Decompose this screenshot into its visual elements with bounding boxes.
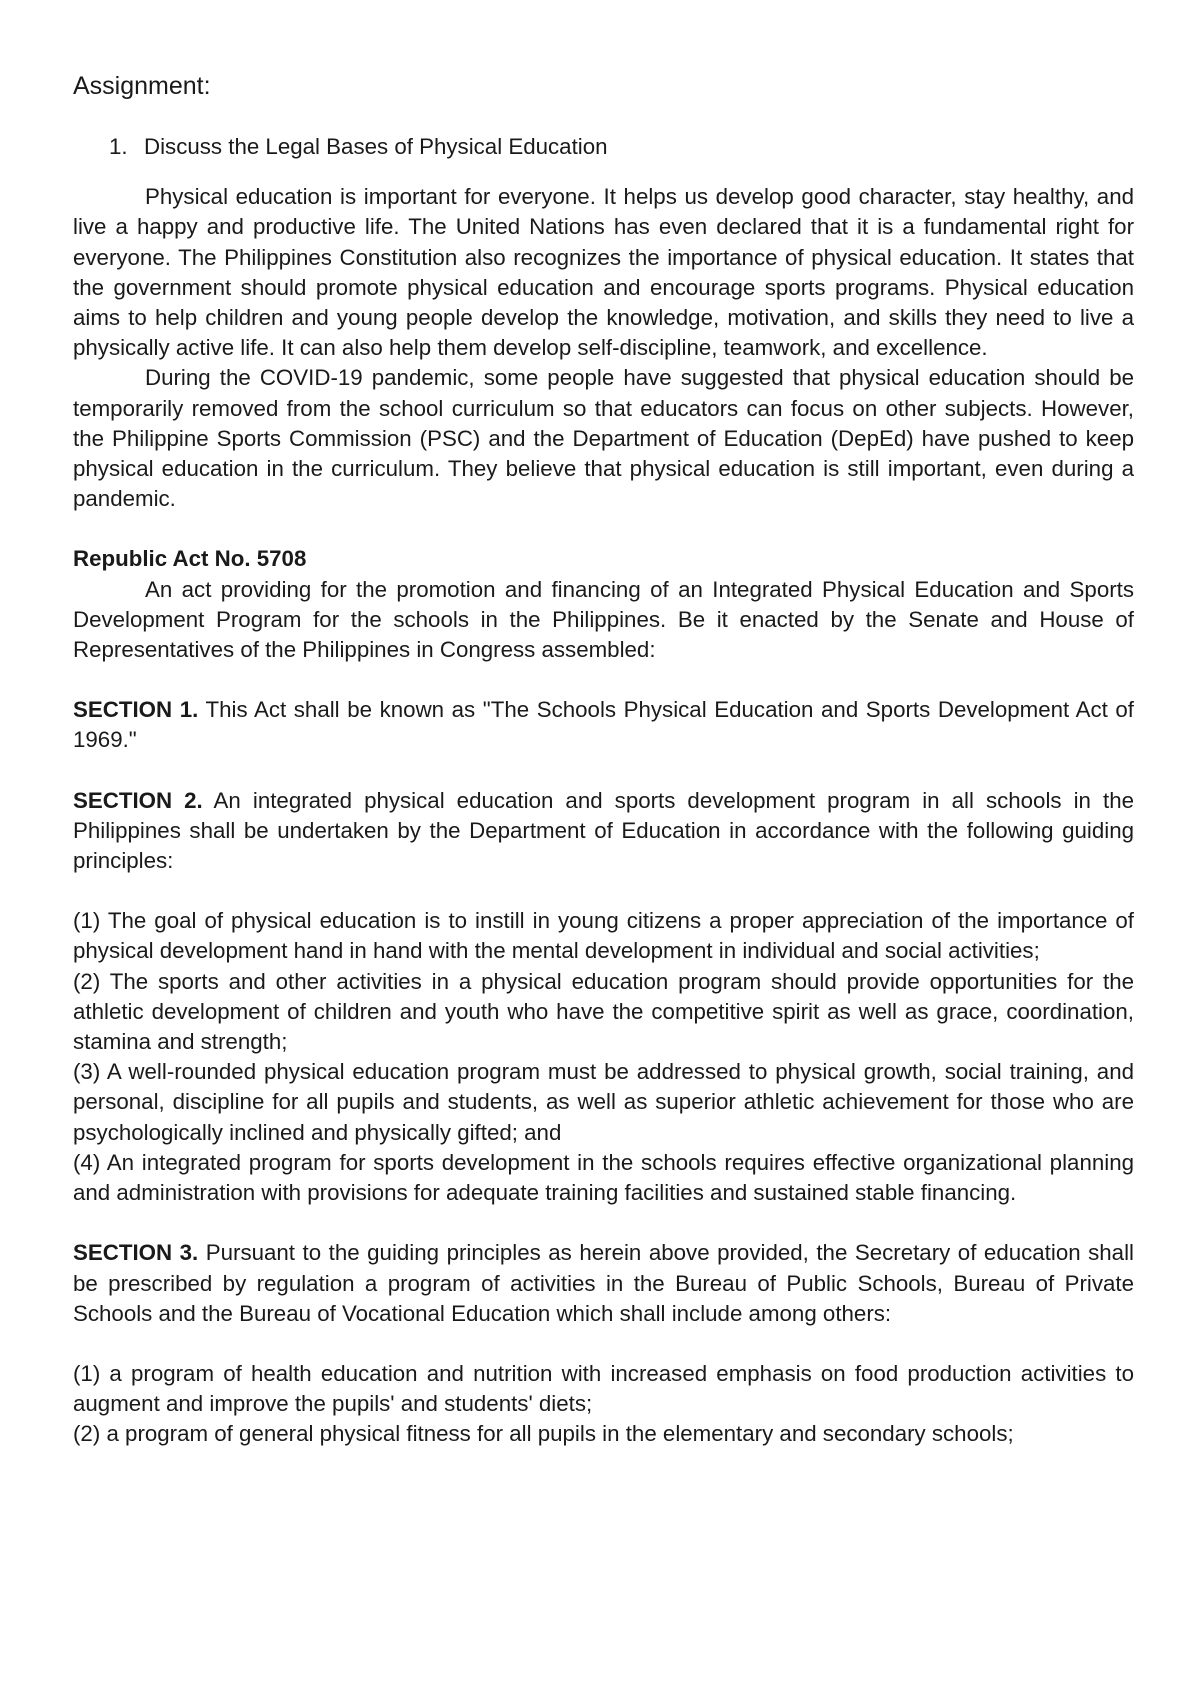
- question-text: Discuss the Legal Bases of Physical Education: [144, 134, 608, 159]
- assignment-heading: Assignment:: [73, 72, 211, 100]
- document-page: [73, 70, 1134, 1450]
- question-number: 1.: [109, 134, 128, 159]
- question-item: [73, 132, 1134, 162]
- principle-3: (3) A well-rounded physical education program must be addressed to physical growth, social training, and personal, discipline for all pupils and students, as well as superior athletic achievement for those who are psychologically inclined and physically gifted; and: [73, 1059, 1134, 1145]
- section-3-label: SECTION 3.: [73, 1240, 199, 1266]
- principle-1: (1) The goal of physical education is to instill in young citizens a proper appreciation of the importance of physical development hand in hand with the mental development in individual and social activities;: [73, 908, 1134, 964]
- section-1: [73, 695, 1134, 755]
- section-2-label: SECTION 2.: [73, 787, 203, 813]
- principle-4: (4) An integrated program for sports development in the schools requires effective organizational planning and administration with provisions for adequate training facilities and sustained stable financing.: [73, 1149, 1134, 1206]
- section-2: [73, 786, 1134, 877]
- section-1-label: SECTION 1.: [73, 697, 199, 723]
- program-2: (2) a program of general physical fitness for all pupils in the elementary and secondary schools;: [73, 1421, 1014, 1447]
- program-1: (1) a program of health education and nutrition with increased emphasis on food production activities to augment and improve the pupils' and students' diets;: [73, 1360, 1134, 1417]
- section-1-text: This Act shall be known as "The Schools Physical Education and Sports Development Act of 1969.": [73, 697, 1134, 753]
- intro-paragraph-1: Physical education is important for everyone. It helps us develop good character, stay healthy, and live a happy and productive life. The United Nations has even declared that it is a fundamental right for everyone. The Philippines Constitution also recognizes the importance of physical education. It states that the government should promote physical education and encourage sports programs. Physical education aims to help children and young people develop the knowledge, motivation, and skills they need to live a physically active life. It can also help them develop self-discipline, teamwork, and excellence.: [73, 184, 1134, 361]
- intro-paragraph-2: During the COVID-19 pandemic, some people have suggested that physical education should be temporarily removed from the school curriculum so that educators can focus on other subjects. However, the Philippine Sports Commission (PSC) and the Department of Education (DepEd) have pushed to keep physical education in the curriculum. They believe that physical education is still important, even during a pandemic.: [73, 365, 1134, 512]
- section-3: [73, 1238, 1134, 1329]
- act-title: Republic Act No. 5708: [73, 546, 307, 572]
- act-intro: An act providing for the promotion and financing of an Integrated Physical Education and Sports Development Program for the schools in the Philippines. Be it enacted by the Senate and House of Representatives of the Philippines in Congress assembled:: [73, 576, 1134, 663]
- section-3-text: Pursuant to the guiding principles as herein above provided, the Secretary of education shall be prescribed by regulation a program of activities in the Bureau of Public Schools, Bureau of Private Schools and the Bureau of Vocational Education which shall include among others:: [73, 1240, 1134, 1326]
- section-2-text: An integrated physical education and sports development program in all schools in the Philippines shall be undertaken by the Department of Education in accordance with the following guiding principles:: [73, 787, 1134, 874]
- principle-2: (2) The sports and other activities in a physical education program should provide opportunities for the athletic development of children and youth who have the competitive spirit as well as grace, coordination, stamina and strength;: [73, 968, 1134, 1055]
